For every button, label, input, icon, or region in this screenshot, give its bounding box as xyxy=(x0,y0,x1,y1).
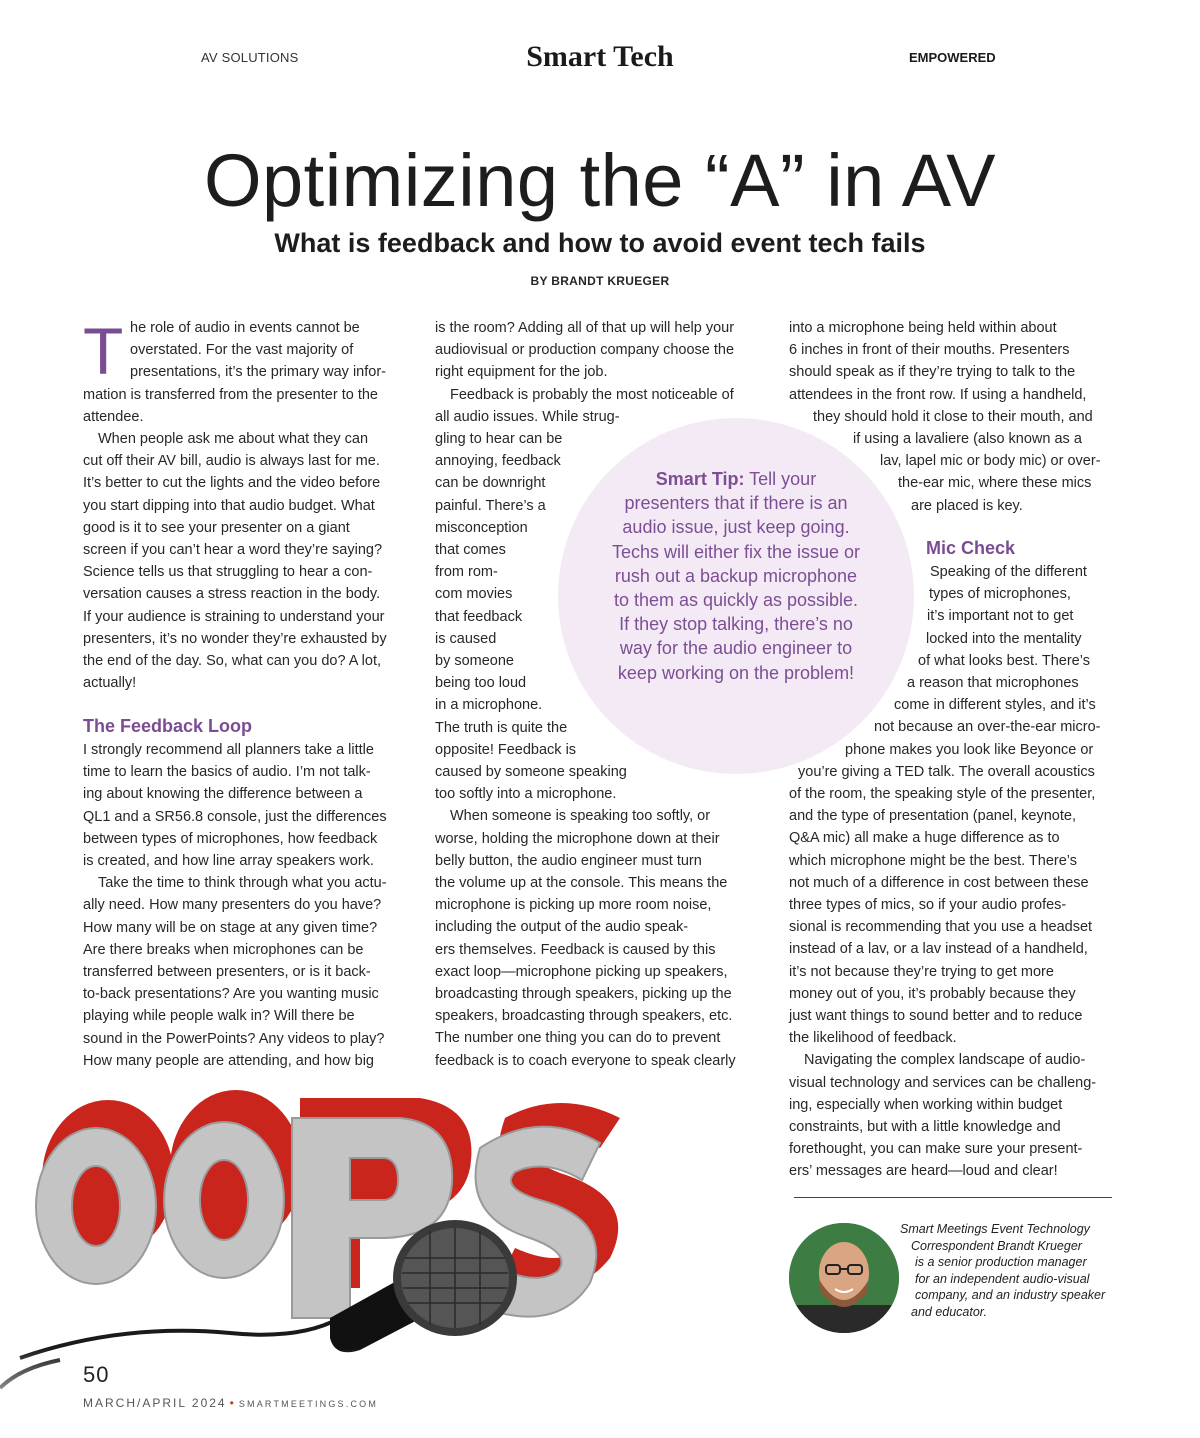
text-line: presentations, it’s the primary way infor- xyxy=(130,364,387,381)
text-line: It’s better to cut the lights and the video before xyxy=(83,475,381,492)
text-line: presenters, it’s no wonder they’re exhausted by xyxy=(83,630,387,647)
text-line: microphone is picking up more room noise, xyxy=(435,897,712,914)
text-line: it’s not because they’re trying to get more xyxy=(789,963,1054,980)
text-line: money out of you, it’s probably because they xyxy=(789,985,1076,1002)
text-line: cut off their AV bill, audio is always last for me. xyxy=(83,453,380,470)
text-line: between types of microphones, how feedback xyxy=(83,830,378,847)
smart-tip-line: If they stop talking, there’s no xyxy=(619,614,853,635)
smart-tip-first-line: Tell your xyxy=(744,469,817,489)
text-line: painful. There’s a xyxy=(435,497,546,514)
text-line: forethought, you can make sure your present- xyxy=(789,1141,1083,1158)
text-line: the end of the day. So, what can you do? A lot, xyxy=(83,653,382,669)
text-line: lav, lapel mic or body mic) or over- xyxy=(880,453,1101,470)
text-line: should speak as if they’re trying to talk to the xyxy=(789,364,1076,381)
byline: BY BRANDT KRUEGER xyxy=(530,274,670,288)
text-line: worse, holding the microphone down at their xyxy=(435,830,720,847)
text-line: I strongly recommend all planners take a little xyxy=(83,742,374,758)
website-link[interactable]: SMARTMEETINGS.COM xyxy=(238,1399,379,1409)
smart-tip-label: Smart Tip: xyxy=(655,469,745,489)
text-line: not because an over-the-ear micro- xyxy=(874,719,1101,736)
text-line: which microphone might be the best. There’s xyxy=(789,852,1078,869)
bio-line: for an independent audio-visual xyxy=(915,1271,1090,1286)
text-line: ers’ messages are heard—loud and clear! xyxy=(789,1163,1058,1180)
text-line: to-back presentations? Are you wanting music xyxy=(83,986,379,1003)
text-line: If your audience is straining to understand your xyxy=(83,608,385,625)
text-line: speakers, broadcasting through speakers, etc. xyxy=(435,1008,733,1025)
text-line: the likelihood of feedback. xyxy=(789,1030,957,1047)
issue-date: MARCH/APRIL 2024 xyxy=(83,1396,227,1410)
text-line: When someone is speaking too softly, or xyxy=(450,808,711,825)
text-line: good is it to see your presenter on a giant xyxy=(83,519,350,536)
text-line: if using a lavaliere (also known as a xyxy=(853,431,1082,447)
text-line: QL1 and a SR56.8 console, just the differences xyxy=(83,808,387,825)
text-line: too softly into a microphone. xyxy=(435,786,617,803)
heading-mic-check: Mic Check xyxy=(926,538,1016,558)
text-line: of what looks best. There’s xyxy=(918,652,1090,669)
smart-tip-line: keep working on the problem! xyxy=(617,662,855,683)
text-line: feedback is to coach everyone to speak clearly xyxy=(435,1052,736,1069)
text-line: ing, especially when working within budget xyxy=(789,1096,1063,1113)
text-line: by someone xyxy=(435,653,514,669)
text-line: The number one thing you can do to prevent xyxy=(435,1030,721,1047)
bio-line: is a senior production manager xyxy=(915,1255,1087,1270)
article-title: Optimizing the “A” in AV xyxy=(203,139,997,222)
text-line: locked into the mentality xyxy=(926,630,1082,647)
smart-tip-line: audio issue, just keep going. xyxy=(622,517,850,538)
text-line: When people ask me about what they can xyxy=(98,431,369,447)
section-label: AV SOLUTIONS xyxy=(201,50,299,65)
text-line: broadcasting through speakers, picking up the xyxy=(435,986,732,1002)
text-line: is the room? Adding all of that up will help your xyxy=(435,320,735,336)
text-line: they should hold it close to their mouth, and xyxy=(813,408,1093,425)
text-line: ing about knowing the difference between a xyxy=(83,786,363,803)
text-line: are placed is key. xyxy=(911,497,1023,514)
magazine-section-title: Smart Tech xyxy=(526,40,674,73)
text-line: Speaking of the different xyxy=(930,564,1087,580)
text-line: time to learn the basics of audio. I’m not talk- xyxy=(83,764,371,781)
text-line: a reason that microphones xyxy=(907,675,1079,691)
text-line: he role of audio in events cannot be xyxy=(130,320,360,336)
text-line: The truth is quite the xyxy=(435,719,568,736)
text-line: Are there breaks when microphones can be xyxy=(83,941,364,958)
text-line: How many people are attending, and how big xyxy=(83,1052,374,1069)
text-line: the-ear mic, where these mics xyxy=(898,475,1092,492)
text-line: just want things to sound better and to reduce xyxy=(789,1008,1083,1024)
text-line: the volume up at the console. This means the xyxy=(435,875,728,891)
bio-line: company, and an industry speaker xyxy=(915,1288,1106,1303)
text-line: is created, and how line array speakers work. xyxy=(83,853,374,869)
text-line: opposite! Feedback is xyxy=(435,741,577,758)
text-line: annoying, feedback xyxy=(435,453,561,470)
text-line: actually! xyxy=(83,675,137,692)
text-line: Take the time to think through what you actu- xyxy=(98,875,387,892)
text-line: Navigating the complex landscape of audio- xyxy=(804,1052,1086,1069)
text-line: three types of mics, so if your audio profes- xyxy=(789,897,1067,913)
article-subtitle: What is feedback and how to avoid event tech fails xyxy=(274,228,926,258)
text-line: exact loop—microphone picking up speakers, xyxy=(435,963,728,980)
text-line: ally need. How many presenters do you have? xyxy=(83,897,382,914)
text-line: How many will be on stage at any given time? xyxy=(83,919,378,936)
text-line: overstated. For the vast majority of xyxy=(130,342,354,359)
bio-line: and educator. xyxy=(911,1305,987,1319)
smart-tip-line: presenters that if there is an xyxy=(624,493,848,514)
text-line: being too loud xyxy=(435,675,527,692)
text-line: all audio issues. While strug- xyxy=(435,408,620,425)
text-line: com movies xyxy=(435,586,513,603)
text-line: playing while people walk in? Will there be xyxy=(83,1008,355,1025)
text-line: from rom- xyxy=(435,564,498,581)
text-line: sound in the PowerPoints? Any videos to play? xyxy=(83,1030,385,1047)
footer-separator: • xyxy=(229,1396,236,1410)
author-avatar xyxy=(789,1223,899,1333)
bio-divider xyxy=(794,1197,1112,1198)
text-line: constraints, but with a little knowledge and xyxy=(789,1119,1061,1135)
footer-issue xyxy=(83,1396,378,1410)
text-line: and the type of presentation (panel, keynote, xyxy=(789,808,1076,825)
text-line: audiovisual or production company choose the xyxy=(435,342,735,359)
text-line: phone makes you look like Beyonce or xyxy=(845,741,1094,758)
text-line: 6 inches in front of their mouths. Presenters xyxy=(789,342,1070,359)
section-tag: EMPOWERED xyxy=(909,50,996,65)
text-line: attendees in the front row. If using a handheld, xyxy=(789,386,1087,403)
text-line: into a microphone being held within about xyxy=(789,320,1057,336)
smart-tip-line xyxy=(558,469,914,490)
text-line: not much of a difference in cost between these xyxy=(789,874,1089,891)
text-line: sional is recommending that you use a headset xyxy=(789,919,1093,936)
smart-tip-line: way for the audio engineer to xyxy=(619,638,853,659)
page-number: 50 xyxy=(83,1362,110,1387)
text-line: you’re giving a TED talk. The overall acoustics xyxy=(798,763,1095,780)
text-line: can be downright xyxy=(435,475,546,492)
smart-tip-line: to them as quickly as possible. xyxy=(613,590,859,610)
text-line: ers themselves. Feedback is caused by this xyxy=(435,941,716,958)
bio-line: Correspondent Brandt Krueger xyxy=(911,1238,1082,1253)
text-line: instead of a lav, or a lav instead of a handheld, xyxy=(789,941,1088,958)
text-line: mation is transferred from the presenter to the xyxy=(83,386,378,403)
text-line: misconception xyxy=(435,519,528,536)
text-line: it’s important not to get xyxy=(927,608,1074,625)
text-line: screen if you can’t hear a word they’re saying? xyxy=(83,542,383,558)
smart-tip-line: Techs will either fix the issue or xyxy=(611,541,861,562)
drop-cap: T xyxy=(83,314,124,388)
text-line: right equipment for the job. xyxy=(435,364,608,381)
text-line: types of microphones, xyxy=(929,586,1071,603)
text-line: that comes xyxy=(435,542,506,558)
text-line: of the room, the speaking style of the presenter, xyxy=(789,786,1096,802)
text-line: in a microphone. xyxy=(435,697,543,714)
text-line: come in different styles, and it’s xyxy=(894,697,1096,714)
text-line: gling to hear can be xyxy=(435,431,563,447)
text-line: is caused xyxy=(435,630,497,647)
text-line: transferred between presenters, or is it back- xyxy=(83,964,371,980)
text-line: caused by someone speaking xyxy=(435,764,627,780)
text-line: including the output of the audio speak- xyxy=(435,919,689,936)
heading-feedback-loop: The Feedback Loop xyxy=(83,716,253,736)
text-line: that feedback xyxy=(435,608,523,625)
text-line: visual technology and services can be challeng- xyxy=(789,1074,1097,1091)
text-line: attendee. xyxy=(83,408,144,425)
smart-tip-line: rush out a backup microphone xyxy=(614,565,858,586)
text-line: Feedback is probably the most noticeable of xyxy=(450,386,734,403)
text-line: Science tells us that struggling to hear a con- xyxy=(83,564,373,581)
text-line: versation causes a stress reaction in the body. xyxy=(83,586,381,603)
text-line: Q&A mic) all make a huge difference as to xyxy=(789,830,1060,847)
bio-line: Smart Meetings Event Technology xyxy=(900,1222,1090,1236)
text-line: you start dipping into that audio budget. What xyxy=(83,497,375,514)
text-line: belly button, the audio engineer must turn xyxy=(435,852,702,869)
